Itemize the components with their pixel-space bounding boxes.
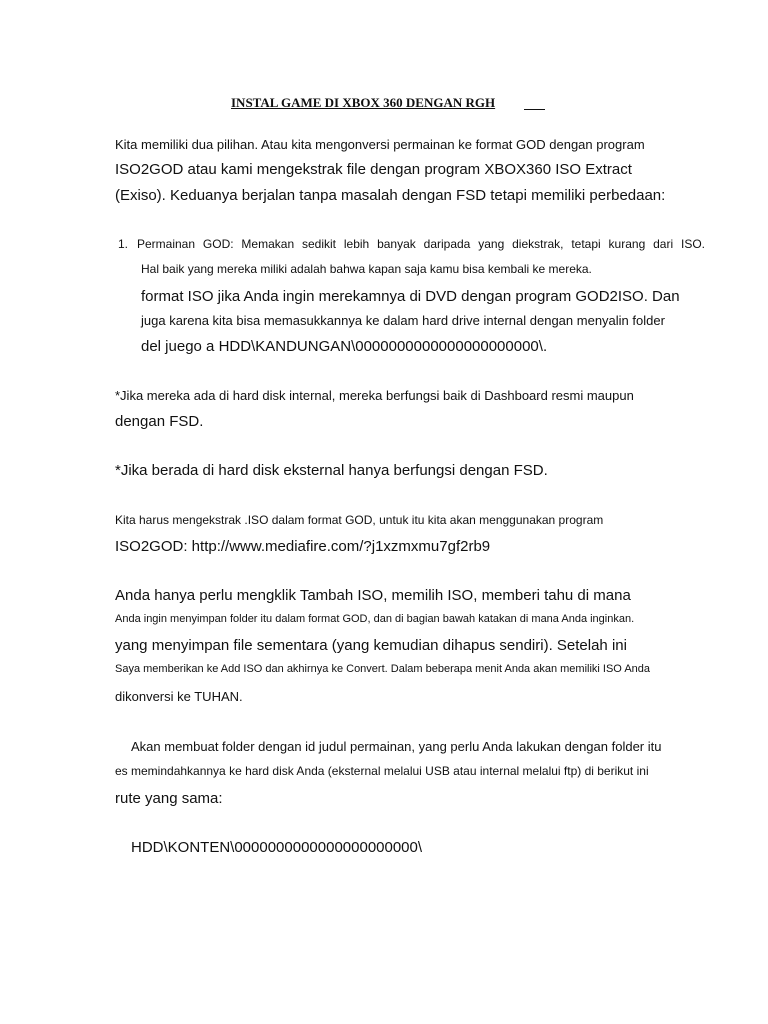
extract-line-2: ISO2GOD: http://www.mediafire.com/?j1xzmxmu7gf2rb9: [115, 538, 491, 555]
list-item-1-line-3: format ISO jika Anda ingin merekamnya di DVD dengan program GOD2ISO. Dan: [141, 288, 680, 305]
steps-line-4: Saya memberikan ke Add ISO dan akhirnya ke Convert. Dalam beberapa menit Anda akan memiliki ISO Anda: [115, 663, 651, 675]
extract-line-1: Kita harus mengekstrak .ISO dalam format GOD, untuk itu kita akan menggunakan program: [115, 513, 604, 527]
list-item-1-line-2: Hal baik yang mereka miliki adalah bahwa kapan saja kamu bisa kembali ke mereka.: [141, 262, 592, 276]
folder-line-1: Akan membuat folder dengan id judul permainan, yang perlu Anda lakukan dengan folder itu: [131, 739, 662, 754]
list-item-1-line-1: Permainan GOD: Memakan sedikit lebih banyak daripada yang diekstrak, tetapi kurang dari ISO.: [137, 237, 705, 251]
folder-line-2: es memindahkannya ke hard disk Anda (eksternal melalui USB atau internal melalui ftp) di berikut ini: [115, 764, 649, 778]
document-title: INSTAL GAME DI XBOX 360 DENGAN RGH: [231, 95, 496, 110]
folder-path: HDD\KONTEN\0000000000000000000000\: [131, 839, 423, 856]
steps-line-5: dikonversi ke TUHAN.: [115, 689, 243, 704]
list-number-1: 1.: [118, 237, 129, 251]
note-internal-line-2: dengan FSD.: [115, 413, 204, 430]
intro-line-3: (Exiso). Keduanya berjalan tanpa masalah dengan FSD tetapi memiliki perbedaan:: [115, 187, 666, 204]
intro-line-1: Kita memiliki dua pilihan. Atau kita mengonversi permainan ke format GOD dengan program: [115, 137, 645, 152]
steps-line-1: Anda hanya perlu mengklik Tambah ISO, memilih ISO, memberi tahu di mana: [115, 587, 631, 604]
folder-line-3: rute yang sama:: [115, 790, 223, 807]
note-internal-line-1: *Jika mereka ada di hard disk internal, mereka berfungsi baik di Dashboard resmi maupun: [115, 388, 634, 403]
steps-line-2: Anda ingin menyimpan folder itu dalam format GOD, dan di bagian bawah katakan di mana Anda inginkan.: [115, 613, 635, 625]
note-external: *Jika berada di hard disk eksternal hanya berfungsi dengan FSD.: [115, 462, 548, 479]
list-item-1-line-4: juga karena kita bisa memasukkannya ke dalam hard drive internal dengan menyalin folder: [141, 313, 665, 328]
steps-line-3: yang menyimpan file sementara (yang kemudian dihapus sendiri). Setelah ini: [115, 637, 627, 654]
intro-line-2: ISO2GOD atau kami mengekstrak file dengan program XBOX360 ISO Extract: [115, 161, 632, 178]
title-underline-tail: [524, 109, 545, 110]
list-item-1-line-5: del juego a HDD\KANDUNGAN\0000000000000000000000\.: [141, 338, 548, 355]
